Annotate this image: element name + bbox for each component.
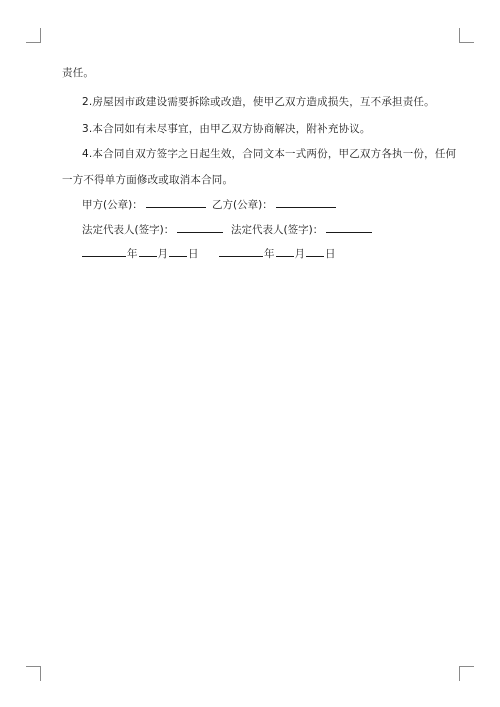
crop-mark-top-right — [459, 28, 474, 43]
party-b-date — [219, 246, 337, 261]
party-a-year-blank — [82, 246, 126, 257]
crop-mark-bottom-left — [26, 666, 41, 681]
party-b-representative — [231, 222, 372, 237]
party-a-year-unit: 年 — [127, 248, 138, 260]
party-a-representative-label: 法定代表人(签字)： — [82, 224, 175, 236]
party-a-month-blank — [139, 246, 157, 257]
party-b-year-unit: 年 — [264, 248, 275, 260]
party-b-seal — [212, 197, 336, 212]
party-b-day-blank — [306, 246, 324, 257]
party-b-representative-label: 法定代表人(签字)： — [231, 224, 324, 236]
party-a-day-unit: 日 — [188, 248, 199, 260]
clause-4-line-2: 一方不得单方面修改或取消本合同。 — [62, 174, 234, 186]
party-b-day-unit: 日 — [325, 248, 336, 260]
clause-3: 3.本合同如有未尽事宜，由甲乙双方协商解决，附补充协议。 — [82, 123, 371, 135]
paragraph-continuation: 责任。 — [62, 67, 95, 79]
party-b-seal-label: 乙方(公章)： — [212, 199, 273, 211]
party-b-seal-blank — [276, 197, 336, 208]
party-b-month-blank — [276, 246, 294, 257]
party-a-date — [82, 246, 200, 261]
clause-2: 2.房屋因市政建设需要拆除或改造，使甲乙双方造成损失，互不承担责任。 — [82, 96, 435, 108]
party-a-month-unit: 月 — [157, 248, 168, 260]
party-a-representative-blank — [177, 222, 223, 233]
clause-4-line-1: 4.本合同自双方签字之日起生效，合同文本一式两份，甲乙双方各执一份，任何 — [82, 148, 457, 160]
party-b-year-blank — [219, 246, 263, 257]
party-b-representative-blank — [326, 222, 372, 233]
party-a-representative — [82, 222, 223, 237]
party-a-seal — [82, 197, 206, 212]
party-b-month-unit: 月 — [294, 248, 305, 260]
party-a-seal-label: 甲方(公章)： — [82, 199, 143, 211]
party-a-day-blank — [169, 246, 187, 257]
party-a-seal-blank — [146, 197, 206, 208]
crop-mark-top-left — [26, 28, 41, 43]
crop-mark-bottom-right — [459, 666, 474, 681]
